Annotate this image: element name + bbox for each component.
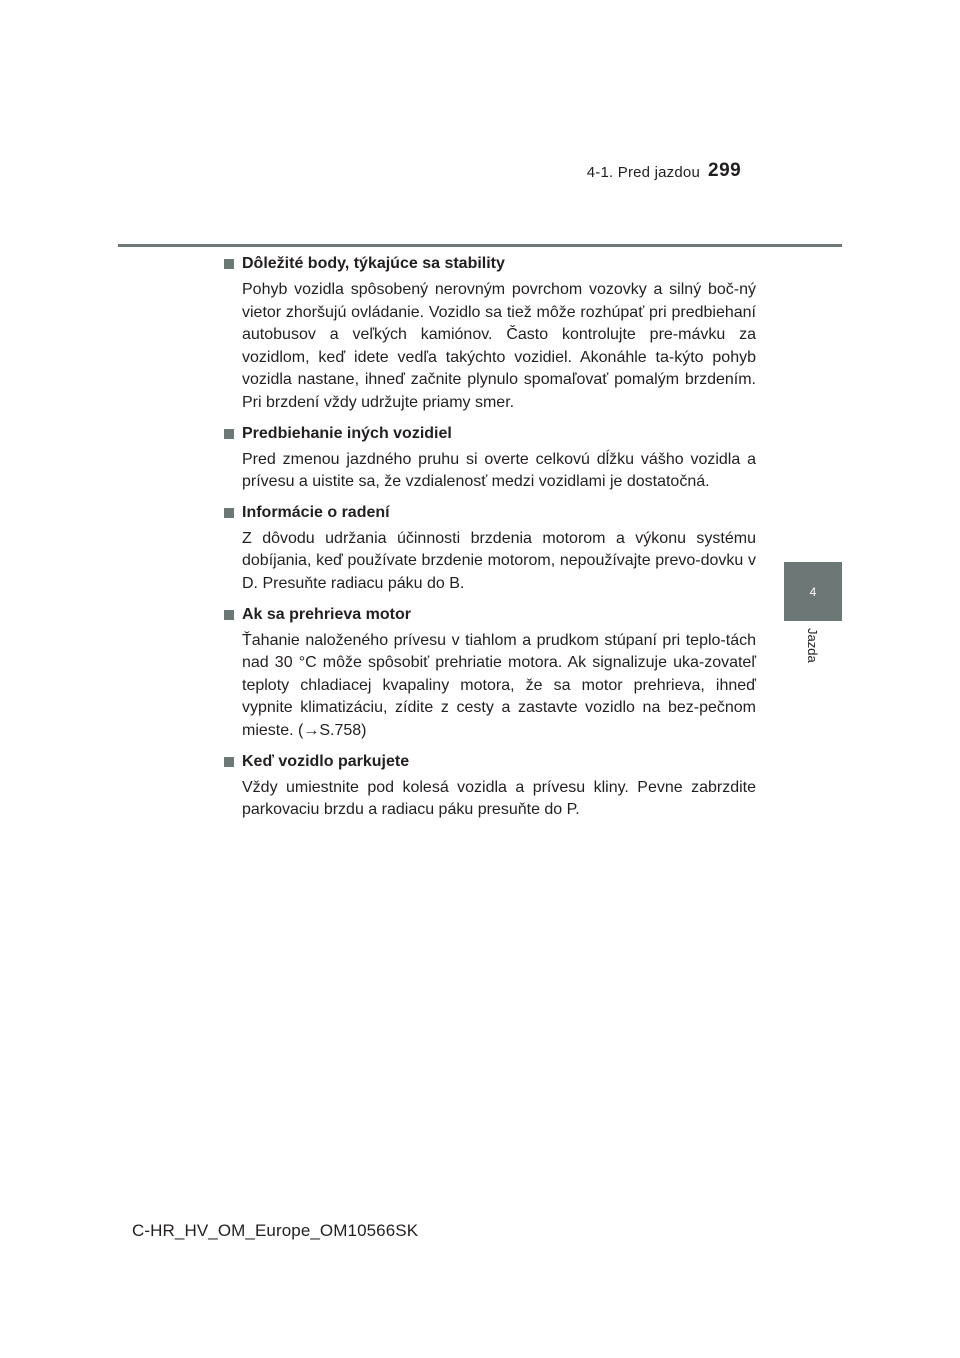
section-overtaking xyxy=(224,421,756,494)
footer-doc-code: C-HR_HV_OM_Europe_OM10566SK xyxy=(132,1221,419,1240)
section-title-text: Informácie o radení xyxy=(242,503,390,521)
section-title-text: Predbiehanie iných vozidiel xyxy=(242,424,452,442)
chapter-label: Jazda xyxy=(805,628,820,663)
section-shifting xyxy=(224,500,756,596)
square-bullet-icon xyxy=(224,429,234,439)
chapter-label-container xyxy=(794,628,834,678)
section-title xyxy=(224,749,756,775)
section-title-text: Keď vozidlo parkujete xyxy=(242,752,410,770)
section-title-text: Ak sa prehrieva motor xyxy=(242,605,411,623)
square-bullet-icon xyxy=(224,757,234,767)
header-section-title: 4-1. Pred jazdou xyxy=(586,164,700,181)
section-overheating xyxy=(224,602,756,743)
chapter-number: 4 xyxy=(809,584,817,599)
square-bullet-icon xyxy=(224,610,234,620)
header-divider xyxy=(118,244,842,247)
square-bullet-icon xyxy=(224,259,234,269)
section-body: Pred zmenou jazdného pruhu si overte celkovú dĺžku vášho vozidla a prívesu a uistite sa, že vzdialenosť medzi vozidlami je dostatočná. xyxy=(242,450,756,491)
section-body: Ťahanie naloženého prívesu v tiahlom a prudkom stúpaní pri teplo-tách nad 30 °C môže spôsobiť prehriatie motora. Ak signalizuje uka-zovateľ teploty chladiacej kvapaliny motora, že sa motor prehrieva, ihneď vypnite klimatizáciu, zídite z cesty a zastavte vozidlo na bez-pečnom mieste. (→S.758) xyxy=(242,631,756,739)
square-bullet-icon xyxy=(224,508,234,518)
chapter-tab xyxy=(784,562,842,621)
section-title-text: Dôležité body, týkajúce sa stability xyxy=(242,255,505,272)
section-title xyxy=(224,251,756,277)
section-title xyxy=(224,500,756,526)
section-title xyxy=(224,421,756,447)
page-number: 299 xyxy=(708,160,742,181)
main-content xyxy=(224,251,756,822)
section-title xyxy=(224,602,756,628)
section-stability xyxy=(224,251,756,415)
section-body: Vždy umiestnite pod kolesá vozidla a prívesu kliny. Pevne zabrzdite parkovaciu brzdu a radiacu páku presuňte do P. xyxy=(242,778,756,819)
section-parking xyxy=(224,749,756,822)
section-body: Pohyb vozidla spôsobený nerovným povrchom vozovky a silný boč-ný vietor zhoršujú ovládanie. Vozidlo sa tiež môže rozhúpať pri predbiehaní autobusov a veľkých kamiónov. Často kontrolujte pre-mávku za vozidlom, keď idete vedľa takýchto vozidiel. Akonáhle ta-kýto pohyb vozidla nastane, ihneď začnite plynulo spomaľovať pomalým brzdením. Pri brzdení vždy udržujte priamy smer. xyxy=(242,281,756,411)
section-body: Z dôvodu udržania účinnosti brzdenia motorom a výkonu systému dobíjania, keď používate brzdenie motorom, nepoužívajte prevo-dovku v D. Presuňte radiacu páku do B. xyxy=(242,529,756,592)
